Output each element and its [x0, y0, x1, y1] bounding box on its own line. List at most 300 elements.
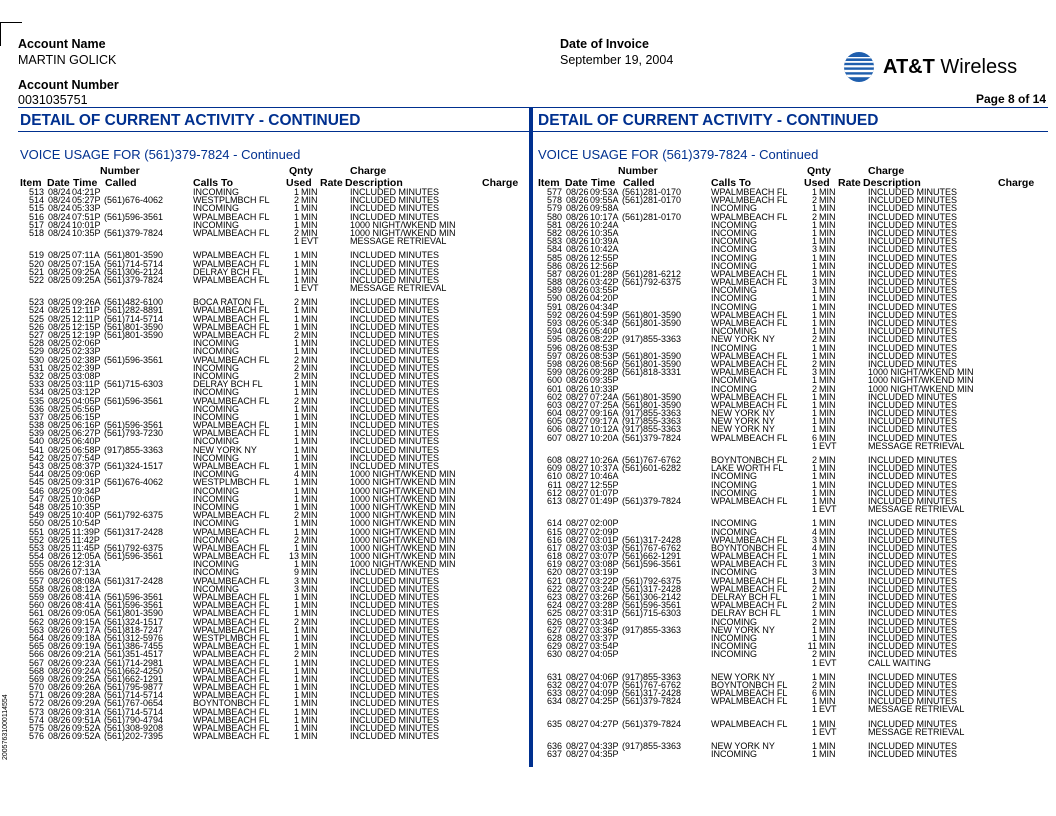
cell-description: INCLUDED MINUTES: [868, 649, 958, 660]
cell-unit: MIN: [301, 567, 318, 578]
cell-description: INCLUDED MINUTES: [350, 250, 440, 261]
cell-called: (917)855-3363: [622, 424, 682, 435]
cell-item: 536: [28, 403, 44, 414]
cell-called: (561)801-3590: [104, 330, 164, 340]
cell-unit: MIN: [301, 266, 318, 277]
cell-unit: EVT: [819, 726, 837, 737]
cell-time: 10:35A: [590, 227, 619, 238]
cell-unit: MIN: [301, 203, 318, 214]
cell-qty: 1: [293, 673, 299, 684]
cell-item: 540: [28, 436, 44, 447]
cell-time: 10:20A: [590, 432, 619, 443]
cell-item: 614: [546, 518, 562, 529]
cell-description: MESSAGE RETRIEVAL: [868, 704, 965, 715]
page-number: Page 8 of 14: [975, 92, 1046, 106]
cell-qty: 1: [811, 440, 817, 451]
cell-qty: 4: [811, 542, 817, 553]
cell-unit: MIN: [819, 211, 836, 222]
cell-unit: MIN: [819, 649, 836, 660]
cell-unit: MIN: [301, 330, 318, 340]
cell-description: INCLUDED MINUTES: [350, 379, 440, 390]
cell-item: 524: [28, 305, 44, 316]
cell-time: 09:17A: [590, 416, 619, 427]
cell-unit: MIN: [301, 583, 318, 594]
cell-description: INCLUDED MINUTES: [868, 495, 958, 506]
cell-description: 1000 NIGHT/WKEND MIN: [350, 526, 456, 537]
cell-description: INCLUDED MINUTES: [868, 252, 958, 263]
cell-item: 588: [546, 277, 562, 288]
cell-qty: 2: [293, 395, 299, 406]
cell-called: (561)801-3590: [104, 250, 164, 261]
cell-time: 05:34P: [590, 318, 619, 328]
cell-unit: MIN: [819, 518, 836, 529]
cell-qty: 1: [811, 399, 817, 410]
cell-date: 08/26: [48, 649, 71, 660]
cell-time: 04:34P: [590, 301, 619, 312]
cell-calls-to: WPALMBEACH FL: [193, 542, 270, 553]
cell-time: 03:03P: [590, 542, 619, 553]
cell-qty: 1: [811, 575, 817, 586]
cell-calls-to: BOYNTONBCH FL: [711, 455, 788, 465]
cell-description: INCLUDED MINUTES: [868, 432, 958, 443]
cell-qty: 1: [811, 187, 817, 197]
cell-description: INCLUDED MINUTES: [868, 268, 958, 279]
cell-time: 09:18A: [72, 632, 101, 643]
cell-date: 08/25: [48, 534, 71, 545]
cell-qty: 9: [293, 567, 299, 578]
cell-calls-to: WPALMBEACH FL: [711, 367, 788, 378]
cell-item: 632: [546, 679, 562, 690]
cell-calls-to: NEW YORK NY: [711, 741, 775, 751]
cell-description: INCLUDED MINUTES: [868, 277, 958, 288]
cell-item: 535: [28, 395, 44, 406]
cell-date: 08/26: [48, 551, 71, 562]
cell-qty: 1: [811, 463, 817, 474]
cell-time: 04:59P: [590, 309, 619, 320]
cell-description: 1000 NIGHT/WKEND MIN: [350, 501, 456, 512]
cell-time: 10:35P: [72, 501, 101, 512]
cell-unit: MIN: [819, 479, 836, 490]
cell-qty: 2: [293, 227, 299, 238]
cell-unit: MIN: [819, 616, 836, 627]
cell-unit: MIN: [819, 342, 836, 353]
cell-description: INCLUDED MINUTES: [350, 452, 440, 463]
cell-unit: MIN: [819, 600, 836, 611]
cell-calls-to: WPALMBEACH FL: [193, 321, 270, 332]
cell-time: 12:05A: [72, 551, 101, 562]
cell-date: 08/26: [48, 690, 71, 701]
cell-description: INCLUDED MINUTES: [350, 723, 440, 733]
cell-qty: 1: [293, 485, 299, 496]
cell-calls-to: BOYNTONBCH FL: [193, 698, 270, 709]
cell-time: 01:07P: [590, 487, 619, 498]
cell-unit: MIN: [819, 575, 836, 586]
cell-called: (561)801-3590: [622, 318, 682, 328]
cell-time: 05:33P: [72, 203, 101, 214]
cell-time: 02:33P: [72, 346, 101, 357]
cell-description: INCLUDED MINUTES: [350, 698, 440, 709]
cell-date: 08/26: [48, 600, 71, 611]
cell-description: INCLUDED MINUTES: [868, 518, 958, 529]
cell-calls-to: WPALMBEACH FL: [711, 559, 788, 570]
cell-unit: MIN: [301, 665, 318, 676]
cell-description: INCLUDED MINUTES: [350, 444, 440, 455]
cell-unit: MIN: [819, 293, 836, 304]
cell-calls-to: WPALMBEACH FL: [193, 428, 270, 439]
cell-description: INCLUDED MINUTES: [350, 608, 440, 619]
cell-item: 527: [28, 330, 44, 340]
cell-time: 03:28P: [590, 600, 619, 611]
cell-called: (917)855-3363: [622, 624, 682, 635]
cell-description: INCLUDED MINUTES: [350, 649, 440, 660]
cell-unit: MIN: [301, 428, 318, 439]
cell-date: 08/27: [566, 424, 589, 435]
cell-qty: 1: [293, 187, 299, 197]
cell-unit: MIN: [819, 309, 836, 320]
cell-item: 601: [546, 383, 562, 394]
cell-calls-to: INCOMING: [711, 567, 757, 578]
cell-time: 04:06P: [590, 671, 619, 682]
cell-calls-to: WESTPLMBCH FL: [193, 195, 270, 206]
cell-unit: MIN: [819, 534, 836, 545]
cell-time: 01:28P: [590, 268, 619, 279]
cell-date: 08/26: [566, 211, 589, 222]
column-header-item: Item: [538, 177, 560, 189]
cell-called: (561)596-3561: [104, 395, 164, 406]
cell-date: 08/27: [566, 518, 589, 529]
crop-mark-horizontal: [0, 22, 22, 23]
cell-calls-to: WPALMBEACH FL: [193, 616, 270, 627]
cell-description: INCLUDED MINUTES: [350, 624, 440, 635]
cell-date: 08/26: [566, 187, 589, 197]
cell-unit: MIN: [301, 420, 318, 431]
cell-date: 08/27: [566, 526, 589, 537]
cell-qty: 2: [811, 195, 817, 206]
cell-calls-to: INCOMING: [711, 487, 757, 498]
cell-item: 594: [546, 326, 562, 337]
cell-unit: MIN: [301, 624, 318, 635]
cell-item: 599: [546, 367, 562, 378]
column-header-time: Time: [73, 177, 98, 189]
cell-date: 08/26: [566, 260, 589, 271]
cell-item: 547: [28, 493, 44, 504]
cell-unit: MIN: [301, 370, 318, 381]
cell-calls-to: WPALMBEACH FL: [193, 641, 270, 652]
cell-unit: MIN: [819, 632, 836, 643]
cell-unit: MIN: [301, 600, 318, 611]
cell-qty: 1: [293, 600, 299, 611]
cell-unit: MIN: [819, 718, 836, 729]
cell-time: 09:24A: [72, 665, 101, 676]
cell-time: 09:25A: [72, 266, 101, 277]
cell-description: INCLUDED MINUTES: [868, 424, 958, 435]
cell-description: INCLUDED MINUTES: [350, 338, 440, 349]
cell-date: 08/27: [566, 616, 589, 627]
cell-calls-to: INCOMING: [193, 559, 239, 570]
cell-called: (561)306-2124: [104, 266, 164, 277]
cell-description: INCLUDED MINUTES: [350, 714, 440, 725]
cell-item: 572: [28, 698, 44, 709]
cell-called: (561)317-2428: [104, 575, 164, 586]
cell-item: 531: [28, 362, 44, 373]
cell-date: 08/26: [48, 632, 71, 643]
cell-qty: 3: [811, 367, 817, 378]
cell-calls-to: WPALMBEACH FL: [711, 187, 788, 197]
cell-date: 08/26: [566, 244, 589, 255]
cell-qty: 2: [811, 679, 817, 690]
usage-row: [538, 659, 1038, 667]
cell-description: MESSAGE RETRIEVAL: [868, 726, 965, 737]
cell-called: (561)676-4062: [104, 477, 164, 488]
cell-date: 08/26: [48, 682, 71, 693]
cell-unit: MIN: [819, 688, 836, 699]
cell-qty: 1: [293, 436, 299, 447]
cell-called: (561)324-1517: [104, 616, 164, 627]
cell-called: (561)379-7824: [622, 718, 682, 729]
cell-qty: 1: [811, 203, 817, 214]
cell-date: 08/26: [566, 236, 589, 247]
cell-time: 09:23A: [72, 657, 101, 668]
cell-time: 08:41A: [72, 592, 101, 602]
column-header-number-top: Number: [100, 165, 140, 177]
cell-unit: MIN: [301, 297, 318, 308]
cell-calls-to: WPALMBEACH FL: [193, 305, 270, 316]
cell-item: 586: [546, 260, 562, 271]
cell-date: 08/27: [566, 749, 589, 760]
cell-description: INCLUDED MINUTES: [868, 679, 958, 690]
cell-calls-to: INCOMING: [711, 285, 757, 296]
cell-item: 585: [546, 252, 562, 263]
cell-qty: 1: [293, 338, 299, 349]
cell-date: 08/27: [566, 575, 589, 586]
cell-description: INCLUDED MINUTES: [868, 542, 958, 553]
column-header-qnty-top: Qnty: [807, 165, 831, 177]
cell-description: INCLUDED MINUTES: [350, 305, 440, 316]
cell-qty: 1: [293, 559, 299, 570]
cell-date: 08/26: [566, 285, 589, 296]
cell-qty: 2: [293, 649, 299, 660]
cell-item: 609: [546, 463, 562, 474]
cell-time: 07:54P: [72, 452, 101, 463]
cell-time: 07:15A: [72, 258, 101, 269]
cell-unit: MIN: [301, 518, 318, 529]
cell-calls-to: WPALMBEACH FL: [193, 665, 270, 676]
cell-date: 08/25: [48, 452, 71, 463]
cell-qty: 1: [811, 252, 817, 263]
column-header-calls-to: Calls To: [193, 177, 234, 189]
cell-unit: MIN: [301, 338, 318, 349]
cell-description: INCLUDED MINUTES: [350, 387, 440, 398]
cell-description: INCLUDED MINUTES: [868, 350, 958, 361]
cell-calls-to: INCOMING: [711, 471, 757, 482]
cell-calls-to: INCOMING: [711, 383, 757, 394]
cell-date: 08/26: [48, 665, 71, 676]
cell-time: 10:17A: [590, 211, 619, 222]
cell-time: 04:35P: [590, 749, 619, 760]
cell-description: MESSAGE RETRIEVAL: [350, 236, 447, 247]
column-header-item: Item: [20, 177, 42, 189]
cell-calls-to: WPALMBEACH FL: [711, 268, 788, 279]
cell-qty: 1: [811, 487, 817, 498]
cell-time: 10:01P: [72, 219, 101, 230]
cell-time: 12:19P: [72, 330, 101, 340]
cell-time: 06:40P: [72, 436, 101, 447]
cell-date: 08/25: [48, 250, 71, 261]
cell-description: INCLUDED MINUTES: [868, 463, 958, 474]
cell-date: 08/26: [48, 714, 71, 725]
cell-unit: MIN: [819, 285, 836, 296]
cell-calls-to: INCOMING: [711, 293, 757, 304]
cell-item: 552: [28, 534, 44, 545]
cell-qty: 1: [293, 274, 299, 285]
invoice-date: September 19, 2004: [560, 53, 674, 67]
cell-item: 553: [28, 542, 44, 553]
cell-called: (561)596-3561: [104, 600, 164, 611]
usage-list-left: [20, 188, 525, 740]
usage-row: [20, 229, 525, 237]
cell-calls-to: DELRAY BCH FL: [711, 608, 781, 619]
cell-qty: 1: [811, 704, 817, 715]
cell-time: 04:20P: [590, 293, 619, 304]
cell-description: INCLUDED MINUTES: [350, 616, 440, 627]
cell-qty: 1: [811, 592, 817, 602]
cell-date: 08/27: [566, 534, 589, 545]
cell-unit: MIN: [819, 679, 836, 690]
cell-qty: 1: [811, 285, 817, 296]
cell-item: 571: [28, 690, 44, 701]
cell-unit: MIN: [301, 211, 318, 222]
cell-date: 08/25: [48, 354, 71, 365]
cell-time: 05:56P: [72, 403, 101, 414]
cell-date: 08/25: [48, 321, 71, 332]
cell-item: 551: [28, 526, 44, 537]
cell-date: 08/26: [566, 342, 589, 353]
cell-called: (561)596-3561: [104, 354, 164, 365]
cell-time: 05:27P: [72, 195, 101, 206]
cell-unit: MIN: [301, 469, 318, 480]
cell-called: (561)306-2142: [622, 592, 682, 602]
cell-qty: 1: [811, 551, 817, 562]
cell-calls-to: WPALMBEACH FL: [193, 575, 270, 586]
cell-called: (561)676-4062: [104, 195, 164, 206]
cell-item: 565: [28, 641, 44, 652]
cell-description: INCLUDED MINUTES: [350, 420, 440, 431]
cell-qty: 1: [293, 690, 299, 701]
cell-time: 09:34P: [72, 485, 101, 496]
cell-date: 08/26: [48, 673, 71, 684]
cell-description: INCLUDED MINUTES: [868, 358, 958, 369]
cell-unit: MIN: [819, 424, 836, 435]
cell-description: INCLUDED MINUTES: [868, 567, 958, 578]
cell-description: INCLUDED MINUTES: [350, 346, 440, 357]
cell-calls-to: INCOMING: [711, 219, 757, 230]
cell-time: 03:31P: [590, 608, 619, 619]
cell-date: 08/26: [48, 592, 71, 602]
cell-time: 09:21A: [72, 649, 101, 660]
cell-unit: MIN: [301, 387, 318, 398]
section-title-right: DETAIL OF CURRENT ACTIVITY - CONTINUED: [538, 112, 879, 129]
cell-description: INCLUDED MINUTES: [868, 260, 958, 271]
cell-time: 09:31A: [72, 706, 101, 717]
cell-date: 08/26: [48, 706, 71, 717]
cell-qty: 1: [293, 477, 299, 488]
cell-qty: 2: [811, 358, 817, 369]
cell-calls-to: WPALMBEACH FL: [711, 575, 788, 586]
cell-qty: 3: [811, 559, 817, 570]
cell-unit: MIN: [819, 624, 836, 635]
usage-row: [538, 650, 1038, 658]
usage-row: [538, 750, 1038, 758]
column-header-rate: Rate: [320, 177, 343, 189]
cell-unit: MIN: [819, 260, 836, 271]
cell-unit: EVT: [819, 704, 837, 715]
usage-list-right: [538, 188, 1038, 758]
cell-date: 08/26: [48, 657, 71, 668]
cell-item: 539: [28, 428, 44, 439]
cell-time: 03:26P: [590, 592, 619, 602]
cell-qty: 2: [293, 330, 299, 340]
cell-description: INCLUDED MINUTES: [350, 428, 440, 439]
cell-date: 08/25: [48, 297, 71, 308]
cell-date: 08/25: [48, 510, 71, 521]
cell-unit: MIN: [301, 501, 318, 512]
logo-brand: AT&T: [883, 56, 935, 78]
cell-qty: 2: [811, 211, 817, 222]
cell-calls-to: WPALMBEACH FL: [193, 211, 270, 222]
cell-item: 579: [546, 203, 562, 214]
cell-description: MESSAGE RETRIEVAL: [350, 283, 447, 294]
cell-item: 580: [546, 211, 562, 222]
cell-item: 569: [28, 673, 44, 684]
cell-calls-to: WPALMBEACH FL: [193, 673, 270, 684]
cell-description: INCLUDED MINUTES: [868, 526, 958, 537]
cell-time: 10:24A: [590, 219, 619, 230]
cell-unit: MIN: [819, 416, 836, 427]
cell-date: 08/24: [48, 227, 71, 238]
cell-date: 08/25: [48, 403, 71, 414]
cell-calls-to: INCOMING: [193, 203, 239, 214]
cell-date: 08/26: [48, 567, 71, 578]
cell-item: 522: [28, 274, 44, 285]
column-header-date: Date: [565, 177, 588, 189]
cell-item: 600: [546, 375, 562, 386]
cell-date: 08/25: [48, 305, 71, 316]
cell-called: (561)801-3590: [622, 358, 682, 369]
cell-calls-to: INCOMING: [193, 501, 239, 512]
cell-qty: 1: [293, 219, 299, 230]
cell-description: 1000 NIGHT/WKEND MIN: [350, 485, 456, 496]
cell-unit: MIN: [819, 195, 836, 206]
cell-called: (561)281-0170: [622, 187, 682, 197]
cell-unit: MIN: [301, 723, 318, 733]
cell-time: 04:09P: [590, 688, 619, 699]
cell-unit: MIN: [819, 641, 836, 652]
cell-called: (561)482-6100: [104, 297, 164, 308]
cell-item: 574: [28, 714, 44, 725]
cell-unit: MIN: [301, 493, 318, 504]
cell-date: 08/25: [48, 330, 71, 340]
cell-calls-to: WESTPLMBCH FL: [193, 632, 270, 643]
cell-called: (561)801-3590: [622, 399, 682, 410]
cell-called: (561)281-0170: [622, 211, 682, 222]
cell-qty: 1: [293, 518, 299, 529]
cell-time: 10:46A: [590, 471, 619, 482]
cell-item: 612: [546, 487, 562, 498]
cell-item: 577: [546, 187, 562, 197]
cell-calls-to: WPALMBEACH FL: [711, 551, 788, 562]
cell-calls-to: WPALMBEACH FL: [193, 274, 270, 285]
cell-qty: 1: [293, 723, 299, 733]
